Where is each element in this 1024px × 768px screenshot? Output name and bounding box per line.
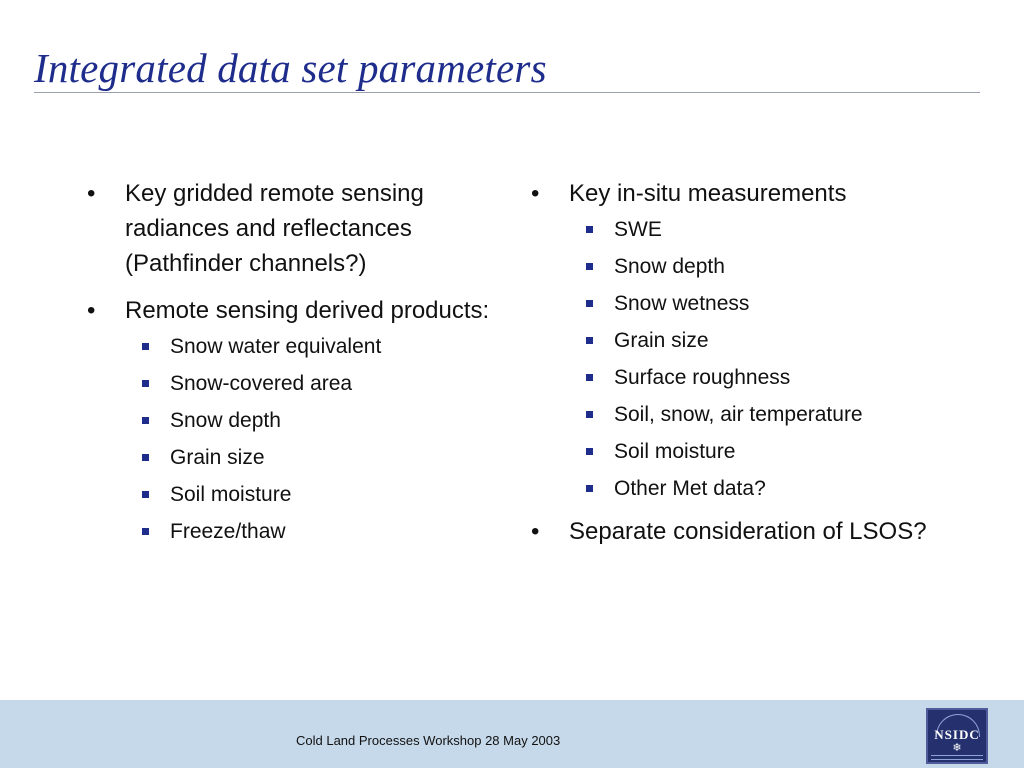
- bullet-dot-icon: •: [87, 297, 96, 324]
- bullet-text: Key in-situ measurements: [569, 180, 847, 207]
- square-bullet-icon: [586, 448, 593, 455]
- sub-bullet-text: Snow water equivalent: [170, 335, 382, 358]
- sub-bullet-list: [569, 217, 991, 502]
- bullet-text: Separate consideration of LSOS?: [569, 518, 927, 545]
- bullet-item: [531, 514, 991, 549]
- right-bullet-list: [531, 176, 991, 549]
- square-bullet-icon: [142, 343, 149, 350]
- sub-bullet-item: [569, 439, 991, 465]
- bullet-item: [531, 176, 991, 502]
- square-bullet-icon: [586, 300, 593, 307]
- sub-bullet-text: Grain size: [614, 329, 709, 352]
- bullet-text: Key gridded remote sensing radiances and reflectances (Pathfinder channels?): [125, 180, 424, 277]
- sub-bullet-item: [569, 291, 991, 317]
- sub-bullet-text: Soil moisture: [170, 483, 292, 506]
- square-bullet-icon: [586, 411, 593, 418]
- sub-bullet-item: [125, 445, 507, 471]
- sub-bullet-text: Snow depth: [170, 409, 281, 432]
- bullet-item: [87, 176, 507, 281]
- square-bullet-icon: [142, 380, 149, 387]
- sub-bullet-item: [125, 408, 507, 434]
- square-bullet-icon: [586, 485, 593, 492]
- bullet-text: Remote sensing derived products:: [125, 297, 490, 324]
- sub-bullet-list: [125, 334, 507, 545]
- square-bullet-icon: [586, 226, 593, 233]
- bullet-dot-icon: •: [87, 180, 96, 207]
- sub-bullet-text: Snow depth: [614, 255, 725, 278]
- sub-bullet-text: Soil, snow, air temperature: [614, 403, 863, 426]
- left-bullet-list: [87, 176, 507, 545]
- nsidc-logo: [926, 708, 988, 764]
- bullet-dot-icon: •: [531, 180, 540, 207]
- bullet-item: [87, 293, 507, 545]
- left-column: [87, 176, 507, 557]
- square-bullet-icon: [586, 263, 593, 270]
- square-bullet-icon: [586, 374, 593, 381]
- sub-bullet-text: Soil moisture: [614, 440, 736, 463]
- sub-bullet-text: Other Met data?: [614, 477, 766, 500]
- logo-wordmark: NSIDC: [934, 727, 980, 742]
- title-divider: [34, 92, 980, 93]
- sub-bullet-item: [569, 217, 991, 243]
- sub-bullet-text: Surface roughness: [614, 366, 791, 389]
- square-bullet-icon: [586, 337, 593, 344]
- sub-bullet-text: Freeze/thaw: [170, 520, 286, 543]
- footer-text: Cold Land Processes Workshop 28 May 2003: [296, 733, 561, 748]
- sub-bullet-text: Snow-covered area: [170, 372, 353, 395]
- sub-bullet-item: [569, 254, 991, 280]
- sub-bullet-item: [569, 328, 991, 354]
- sub-bullet-text: SWE: [614, 218, 662, 241]
- sub-bullet-item: [569, 365, 991, 391]
- sub-bullet-text: Grain size: [170, 446, 265, 469]
- snowflake-icon: ❄: [952, 742, 962, 754]
- sub-bullet-item: [569, 402, 991, 428]
- sub-bullet-item: [569, 476, 991, 502]
- square-bullet-icon: [142, 454, 149, 461]
- square-bullet-icon: [142, 491, 149, 498]
- sub-bullet-item: [125, 482, 507, 508]
- logo-caption-lines: [931, 755, 983, 760]
- sub-bullet-item: [125, 519, 507, 545]
- bullet-dot-icon: •: [531, 518, 540, 545]
- sub-bullet-item: [125, 334, 507, 360]
- right-column: [531, 176, 991, 561]
- square-bullet-icon: [142, 528, 149, 535]
- square-bullet-icon: [142, 417, 149, 424]
- sub-bullet-text: Snow wetness: [614, 292, 750, 315]
- slide-title: Integrated data set parameters: [34, 45, 547, 91]
- sub-bullet-item: [125, 371, 507, 397]
